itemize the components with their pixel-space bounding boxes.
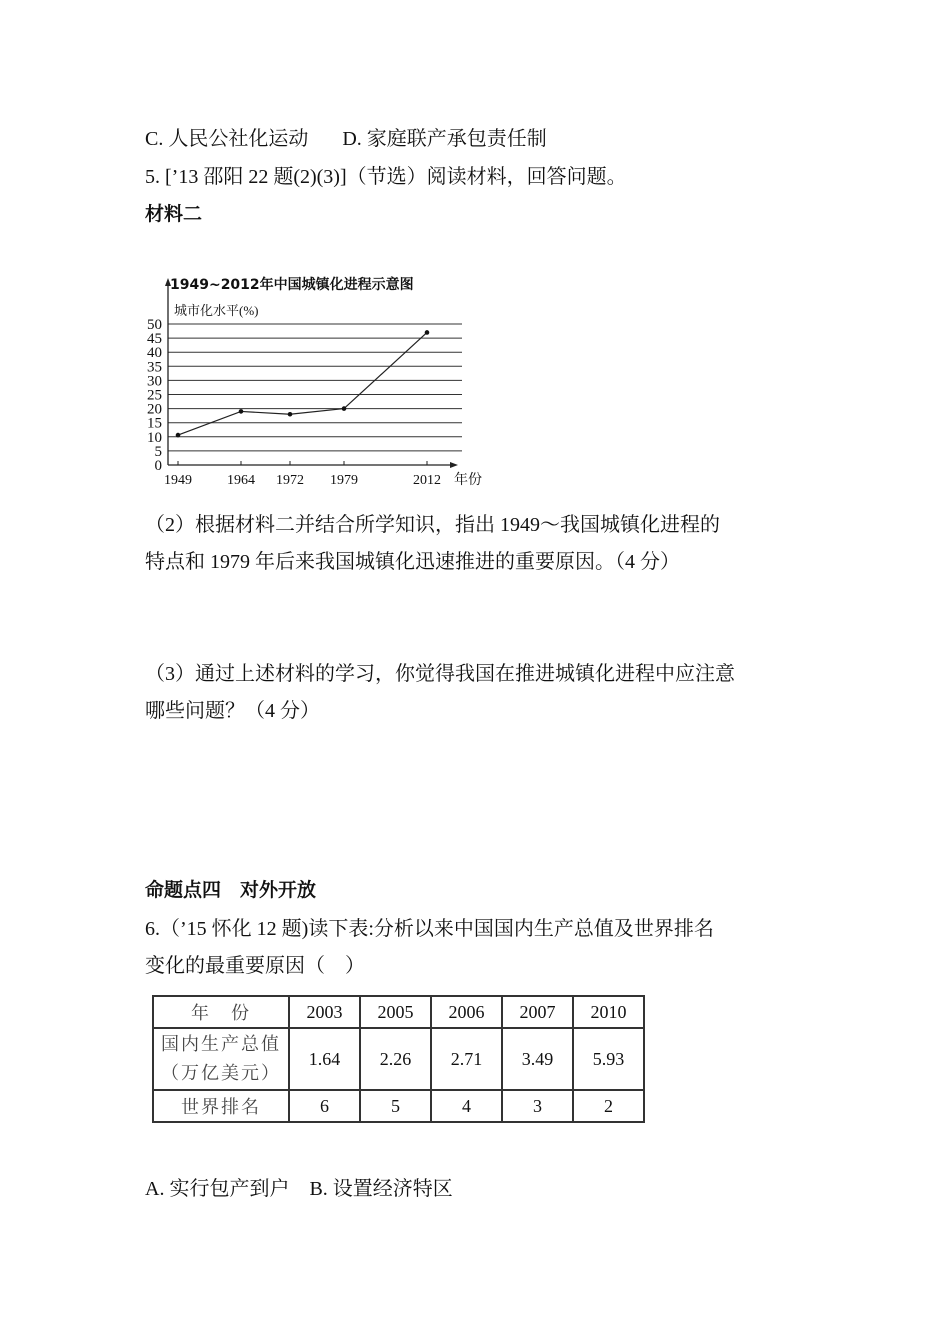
material-label: 材料二 <box>145 203 203 225</box>
table-header-label: 年 份 <box>153 996 289 1028</box>
data-point <box>176 433 181 438</box>
y-tick-label: 25 <box>147 387 162 404</box>
chart-grid <box>168 324 462 451</box>
y-tick-labels <box>147 317 162 474</box>
option-d: D. 家庭联产承包责任制 <box>342 128 547 150</box>
section-title: 命题点四 对外开放 <box>145 879 317 901</box>
gdp-table <box>152 995 645 1123</box>
q5-3-line1: （3）通过上述材料的学习，你觉得我国在推进城镇化进程中应注意 <box>145 663 735 685</box>
q5-header: 5. [’13 邵阳 22 题(2)(3)]（节选）阅读材料，回答问题。 <box>145 166 627 188</box>
y-tick-label: 15 <box>147 415 162 432</box>
chart-title: 1949~2012年中国城镇化进程示意图 <box>170 277 414 293</box>
y-tick-label: 30 <box>147 373 162 390</box>
option-b: B. 设置经济特区 <box>309 1178 453 1200</box>
y-tick-label: 0 <box>154 458 162 474</box>
table-cell: 5 <box>360 1090 431 1122</box>
q5-3-line2: 哪些问题？（4 分） <box>145 700 320 722</box>
x-tick-label: 1979 <box>330 473 358 488</box>
x-tick-label: 1949 <box>164 473 192 488</box>
y-tick-label: 50 <box>147 317 162 333</box>
table-cell: 5.93 <box>573 1028 644 1090</box>
chart-ylabel: 城市化水平(%) <box>174 303 259 318</box>
chart-xlabel: 年份 <box>454 473 482 488</box>
table-cell: 4 <box>431 1090 502 1122</box>
rank-row-label: 世界排名 <box>153 1090 289 1122</box>
y-tick-label: 45 <box>147 331 162 348</box>
table-row <box>153 1028 644 1090</box>
option-a: A. 实行包产到户 <box>145 1178 290 1200</box>
q5-2-line1: （2）根据材料二并结合所学知识，指出 1949～我国城镇化进程的 <box>145 514 720 536</box>
x-tick-label: 2012 <box>413 473 441 488</box>
table-cell: 2003 <box>289 996 360 1028</box>
y-tick-label: 20 <box>147 401 162 418</box>
table-cell: 3.49 <box>502 1028 573 1090</box>
x-tick-label: 1964 <box>227 473 255 488</box>
table-cell: 2005 <box>360 996 431 1028</box>
gdp-label-line1: 国内生产总值 <box>161 1034 281 1054</box>
q5-2-line2: 特点和 1979 年后来我国城镇化迅速推进的重要原因。（4 分） <box>145 551 680 573</box>
table-cell: 2007 <box>502 996 573 1028</box>
gdp-row-label <box>153 1028 289 1090</box>
q4-options-row <box>145 122 547 151</box>
gdp-label-line2: （万亿美元） <box>161 1063 281 1083</box>
data-point <box>425 330 430 335</box>
option-c: C. 人民公社化运动 <box>145 128 309 150</box>
y-tick-label: 5 <box>154 443 162 460</box>
q6-line1: 6.（’15 怀化 12 题)读下表:分析以来中国国内生产总值及世界排名 <box>145 918 714 940</box>
table-cell: 6 <box>289 1090 360 1122</box>
series-line <box>178 332 427 435</box>
q6-options-row <box>145 1172 453 1201</box>
data-point <box>239 409 244 414</box>
table-row <box>153 1090 644 1122</box>
table-cell: 2.71 <box>431 1028 502 1090</box>
q6-line2: 变化的最重要原因（ ） <box>145 955 365 977</box>
x-tick-label: 1972 <box>276 473 304 488</box>
table-cell: 2.26 <box>360 1028 431 1090</box>
data-point <box>288 412 293 417</box>
table-cell: 2006 <box>431 996 502 1028</box>
table-cell: 1.64 <box>289 1028 360 1090</box>
y-tick-label: 10 <box>147 429 162 446</box>
x-axis-arrow-icon <box>450 462 458 468</box>
urbanization-chart <box>140 270 500 492</box>
table-cell: 3 <box>502 1090 573 1122</box>
y-tick-label: 35 <box>147 359 162 376</box>
data-point <box>342 406 347 411</box>
table-cell: 2010 <box>573 996 644 1028</box>
table-cell: 2 <box>573 1090 644 1122</box>
y-tick-label: 40 <box>147 345 162 362</box>
table-row <box>153 996 644 1028</box>
